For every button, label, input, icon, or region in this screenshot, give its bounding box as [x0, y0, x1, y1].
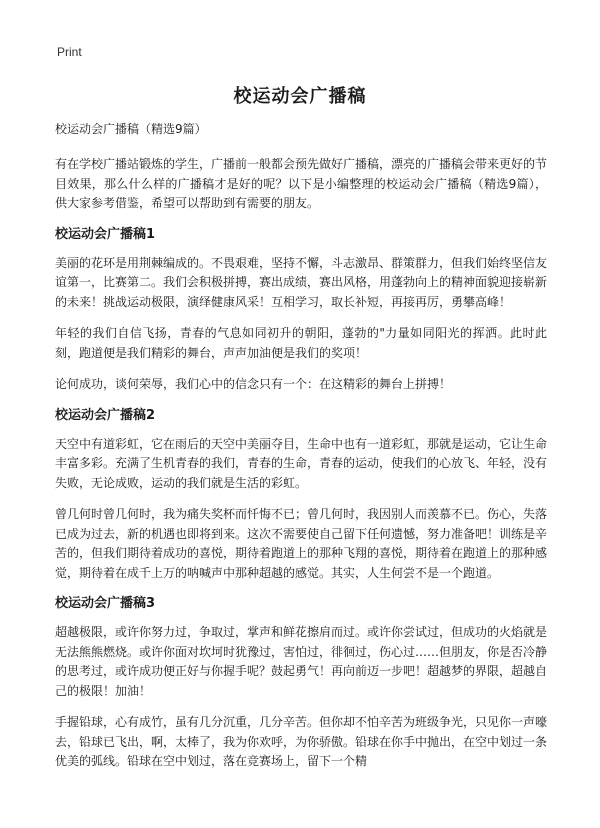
- paragraph: 美丽的花环是用荆棘编成的。不畏艰难，坚持不懈，斗志激昂、群策群力，但我们始终坚信友谊第一，比赛第二。我们会积极拼搏，赛出成绩，赛出风格，用蓬勃向上的精神面貌迎接崭新的未来！挑战运动极限，演绎健康风采！互相学习，取长补短，再接再厉，勇攀高峰！: [55, 255, 548, 309]
- paragraph: 论何成功，谈何荣辱，我们心中的信念只有一个：在这精彩的舞台上拼搏！: [55, 377, 452, 391]
- section-heading: 校运动会广播稿1: [55, 226, 156, 242]
- article-body: [55, 120, 547, 784]
- paragraph: 曾几何时曾几何时，我为痛失奖杯而忏悔不已；曾几何时，我因别人而羡慕不已。伤心，失落已成为过去，新的机遇也即将到来。这次不需要使自己留下任何遗憾，努力准备吧！训练是辛苦的，但我们期待着成功的喜悦，期待着跑道上的那种飞翔的喜悦，期待着在跑道上的那种感觉，期待着在成千上万的呐喊声中那种超越的感觉。其实，人生何尝不是一个跑道。: [55, 507, 548, 580]
- page-title: 校运动会广播稿: [233, 86, 367, 107]
- paragraph: 天空中有道彩虹，它在雨后的天空中美丽夺目，生命中也有一道彩虹，那就是运动，它让生命丰富多彩。充满了生机青春的我们，青春的生命，青春的运动，使我们的心放飞、年轻，没有失败，无论成败，运动的我们就是生活的彩虹。: [55, 436, 548, 490]
- article-subtitle: 校运动会广播稿（精选9篇）: [55, 122, 207, 136]
- paragraph: 年轻的我们自信飞扬，青春的气息如同初升的朝阳，蓬勃的"力量如同阳光的挥洒。此时此刻，跑道便是我们精彩的舞台，声声加油便是我们的奖项！: [55, 326, 547, 360]
- section-heading: 校运动会广播稿2: [55, 407, 156, 423]
- section-heading: 校运动会广播稿3: [55, 596, 156, 611]
- paragraph: 超越极限，或许你努力过，争取过，掌声和鲜花擦肩而过。或许你尝试过，但成功的火焰就是无法熊熊燃烧。或许你面对坎坷时犹豫过，害怕过，徘徊过，伤心过……但朋友，你是否冷静的思考过，或许成功便正好与你握手呢？鼓起勇气！再向前迈一步吧！超越梦的界限，超越自己的极限！加油！: [55, 625, 548, 698]
- paragraph: 手握铅球，心有成竹，虽有几分沉重，几分辛苦。但你却不怕辛苦为班级争光，只见你一声嚎去，铅球已飞出，啊，太棒了，我为你欢呼，为你骄傲。铅球在你手中抛出，在空中划过一条优美的弧线。铅球在空中划过，落在竞赛场上，留下一个精: [55, 715, 548, 768]
- intro-paragraph: 有在学校广播站锻炼的学生，广播前一般都会预先做好广播稿，漂亮的广播稿会带来更好的节目效果，那么什么样的广播稿才是好的呢？以下是小编整理的校运动会广播稿（精选9篇），供大家参考借鉴，希望可以帮助到有需要的朋友。: [55, 157, 548, 210]
- print-link[interactable]: Print: [57, 45, 82, 59]
